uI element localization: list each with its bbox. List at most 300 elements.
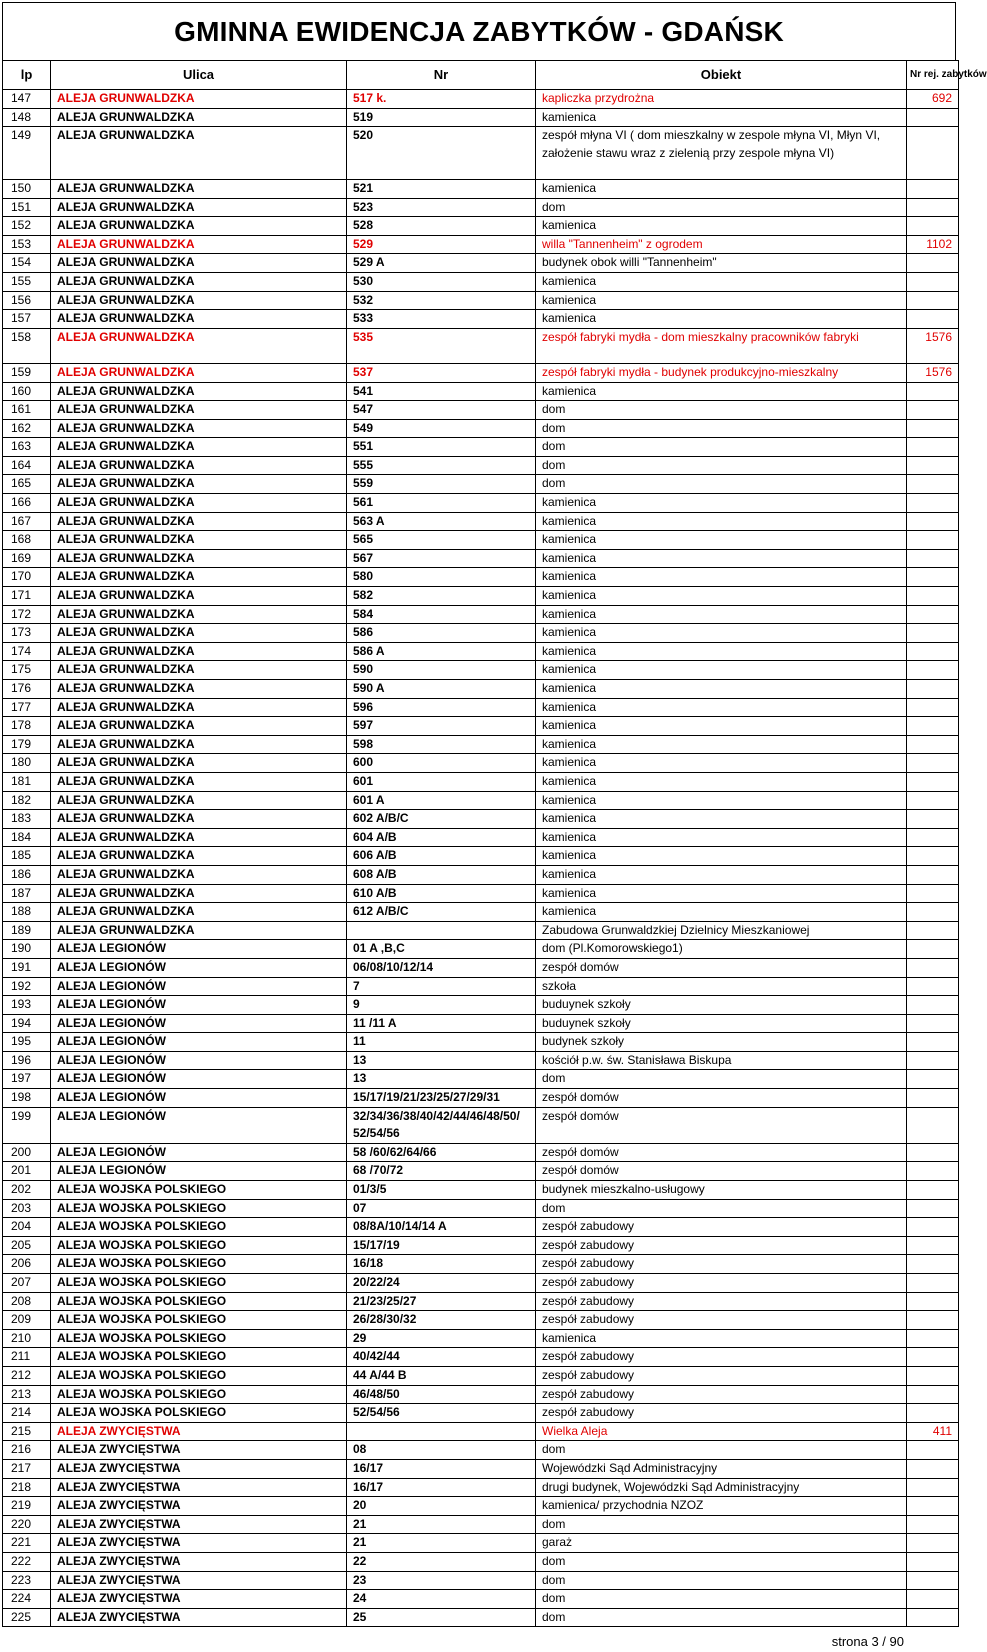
row-number: 01 A ,B,C (347, 940, 536, 959)
row-street: ALEJA GRUNWALDZKA (51, 494, 347, 513)
row-register-number (907, 996, 959, 1015)
row-register-number (907, 642, 959, 661)
row-register-number (907, 568, 959, 587)
table-row (3, 1199, 959, 1218)
row-lp: 166 (3, 494, 51, 513)
row-number: 586 A (347, 642, 536, 661)
row-number: 561 (347, 494, 536, 513)
table-row (3, 1107, 959, 1143)
row-street: ALEJA ZWYCIĘSTWA (51, 1552, 347, 1571)
row-object: budynek szkoły (536, 1033, 907, 1052)
row-object: kamienica (536, 680, 907, 699)
row-street: ALEJA GRUNWALDZKA (51, 549, 347, 568)
row-object: buduynek szkoły (536, 1014, 907, 1033)
row-street: ALEJA ZWYCIĘSTWA (51, 1478, 347, 1497)
row-street: ALEJA LEGIONÓW (51, 1143, 347, 1162)
header-lp: lp (3, 61, 51, 90)
row-number: 24 (347, 1590, 536, 1609)
row-number: 32/34/36/38/40/42/44/46/48/50/ 52/54/56 (347, 1107, 536, 1143)
table-row (3, 1441, 959, 1460)
row-object: kamienica (536, 605, 907, 624)
row-number (347, 1422, 536, 1441)
row-street: ALEJA GRUNWALDZKA (51, 235, 347, 254)
row-street: ALEJA ZWYCIĘSTWA (51, 1534, 347, 1553)
row-street: ALEJA LEGIONÓW (51, 1051, 347, 1070)
row-register-number (907, 1534, 959, 1553)
row-street: ALEJA GRUNWALDZKA (51, 791, 347, 810)
table-row (3, 1515, 959, 1534)
row-register-number (907, 754, 959, 773)
row-register-number (907, 127, 959, 180)
row-object: kamienica (536, 531, 907, 550)
row-register-number (907, 1348, 959, 1367)
row-street: ALEJA GRUNWALDZKA (51, 680, 347, 699)
row-object: dom (536, 1515, 907, 1534)
row-street: ALEJA GRUNWALDZKA (51, 272, 347, 291)
row-object: kamienica (536, 568, 907, 587)
row-street: ALEJA GRUNWALDZKA (51, 847, 347, 866)
row-lp: 157 (3, 310, 51, 329)
row-register-number (907, 272, 959, 291)
row-number: 608 A/B (347, 865, 536, 884)
row-object: kamienica (536, 810, 907, 829)
table-row (3, 605, 959, 624)
row-register-number (907, 1143, 959, 1162)
row-street: ALEJA LEGIONÓW (51, 977, 347, 996)
row-register-number (907, 291, 959, 310)
table-row (3, 680, 959, 699)
row-object: kamienica (536, 291, 907, 310)
row-number: 590 (347, 661, 536, 680)
page-number: strona 3 / 90 (831, 1634, 904, 1649)
row-street: ALEJA ZWYCIĘSTWA (51, 1571, 347, 1590)
row-object: zespół domów (536, 1162, 907, 1181)
row-register-number (907, 1366, 959, 1385)
row-object: kamienica (536, 108, 907, 127)
row-object: garaż (536, 1534, 907, 1553)
table-row (3, 1070, 959, 1089)
row-register-number (907, 254, 959, 273)
table-row (3, 512, 959, 531)
row-number: 68 /70/72 (347, 1162, 536, 1181)
table-row (3, 810, 959, 829)
row-street: ALEJA WOJSKA POLSKIEGO (51, 1274, 347, 1293)
row-register-number: 411 (907, 1422, 959, 1441)
row-number: 06/08/10/12/14 (347, 958, 536, 977)
row-street: ALEJA GRUNWALDZKA (51, 328, 347, 363)
row-lp: 208 (3, 1292, 51, 1311)
row-number: 13 (347, 1051, 536, 1070)
table-row (3, 1348, 959, 1367)
row-register-number (907, 1070, 959, 1089)
row-number: 537 (347, 363, 536, 382)
row-street: ALEJA GRUNWALDZKA (51, 903, 347, 922)
row-register-number (907, 680, 959, 699)
row-number: 601 (347, 772, 536, 791)
row-register-number (907, 1089, 959, 1108)
row-lp: 175 (3, 661, 51, 680)
row-number: 532 (347, 291, 536, 310)
row-register-number (907, 549, 959, 568)
row-object: zespół zabudowy (536, 1348, 907, 1367)
row-register-number (907, 1459, 959, 1478)
row-street: ALEJA GRUNWALDZKA (51, 401, 347, 420)
table-row (3, 254, 959, 273)
table-header-row (3, 61, 959, 90)
row-object: dom (536, 475, 907, 494)
row-register-number (907, 1329, 959, 1348)
row-register-number (907, 772, 959, 791)
table-row (3, 865, 959, 884)
header-object: Obiekt (536, 61, 907, 90)
row-object: dom (536, 1441, 907, 1460)
row-register-number (907, 1033, 959, 1052)
table-row (3, 624, 959, 643)
table-row (3, 642, 959, 661)
table-row (3, 1329, 959, 1348)
row-lp: 214 (3, 1404, 51, 1423)
row-lp: 215 (3, 1422, 51, 1441)
row-lp: 199 (3, 1107, 51, 1143)
row-number: 44 A/44 B (347, 1366, 536, 1385)
table-row (3, 1590, 959, 1609)
row-lp: 167 (3, 512, 51, 531)
row-register-number (907, 401, 959, 420)
row-number: 563 A (347, 512, 536, 531)
row-street: ALEJA ZWYCIĘSTWA (51, 1441, 347, 1460)
table-row (3, 1422, 959, 1441)
row-street: ALEJA GRUNWALDZKA (51, 363, 347, 382)
row-register-number (907, 1274, 959, 1293)
row-lp: 220 (3, 1515, 51, 1534)
row-number: 11 (347, 1033, 536, 1052)
row-object: kapliczka przydrożna (536, 90, 907, 109)
row-register-number (907, 1385, 959, 1404)
row-lp: 201 (3, 1162, 51, 1181)
row-street: ALEJA GRUNWALDZKA (51, 717, 347, 736)
row-lp: 174 (3, 642, 51, 661)
row-register-number (907, 958, 959, 977)
row-lp: 178 (3, 717, 51, 736)
table-row (3, 419, 959, 438)
row-lp: 171 (3, 587, 51, 606)
table-row (3, 1162, 959, 1181)
row-street: ALEJA WOJSKA POLSKIEGO (51, 1329, 347, 1348)
row-number: 517 k. (347, 90, 536, 109)
row-object: kamienica (536, 272, 907, 291)
row-register-number: 1102 (907, 235, 959, 254)
table-row (3, 1014, 959, 1033)
row-street: ALEJA GRUNWALDZKA (51, 605, 347, 624)
row-street: ALEJA GRUNWALDZKA (51, 884, 347, 903)
row-lp: 221 (3, 1534, 51, 1553)
row-register-number (907, 1478, 959, 1497)
row-lp: 216 (3, 1441, 51, 1460)
row-object: kamienica (536, 382, 907, 401)
row-street: ALEJA LEGIONÓW (51, 1014, 347, 1033)
row-register-number (907, 977, 959, 996)
row-register-number (907, 1608, 959, 1627)
row-street: ALEJA GRUNWALDZKA (51, 531, 347, 550)
row-number: 11 /11 A (347, 1014, 536, 1033)
row-object: dom (536, 419, 907, 438)
row-object: kamienica (536, 828, 907, 847)
row-object: zespół zabudowy (536, 1218, 907, 1237)
row-lp: 193 (3, 996, 51, 1015)
table-row (3, 996, 959, 1015)
row-object: kamienica (536, 1329, 907, 1348)
row-lp: 152 (3, 217, 51, 236)
row-object: zespół domów (536, 1143, 907, 1162)
row-register-number (907, 419, 959, 438)
row-lp: 183 (3, 810, 51, 829)
row-street: ALEJA GRUNWALDZKA (51, 921, 347, 940)
row-lp: 180 (3, 754, 51, 773)
row-street: ALEJA GRUNWALDZKA (51, 217, 347, 236)
row-number: 16/17 (347, 1459, 536, 1478)
row-object: dom (536, 1571, 907, 1590)
row-object: kamienica (536, 735, 907, 754)
row-register-number (907, 456, 959, 475)
row-object: zespół domów (536, 1107, 907, 1143)
row-number: 604 A/B (347, 828, 536, 847)
row-lp: 203 (3, 1199, 51, 1218)
row-street: ALEJA GRUNWALDZKA (51, 179, 347, 198)
table-row (3, 401, 959, 420)
row-street: ALEJA WOJSKA POLSKIEGO (51, 1181, 347, 1200)
row-number: 533 (347, 310, 536, 329)
table-row (3, 661, 959, 680)
table-row (3, 549, 959, 568)
table-row (3, 958, 959, 977)
table-row (3, 698, 959, 717)
row-street: ALEJA GRUNWALDZKA (51, 127, 347, 180)
row-lp: 194 (3, 1014, 51, 1033)
row-register-number (907, 940, 959, 959)
row-register-number (907, 179, 959, 198)
table-row (3, 1385, 959, 1404)
page-title: GMINNA EWIDENCJA ZABYTKÓW - GDAŃSK (174, 15, 784, 47)
table-row (3, 1404, 959, 1423)
row-street: ALEJA GRUNWALDZKA (51, 661, 347, 680)
table-row (3, 1181, 959, 1200)
row-street: ALEJA GRUNWALDZKA (51, 382, 347, 401)
table-row (3, 884, 959, 903)
row-street: ALEJA WOJSKA POLSKIEGO (51, 1236, 347, 1255)
row-lp: 154 (3, 254, 51, 273)
row-number: 15/17/19 (347, 1236, 536, 1255)
row-lp: 197 (3, 1070, 51, 1089)
row-number: 16/17 (347, 1478, 536, 1497)
row-lp: 182 (3, 791, 51, 810)
row-number: 565 (347, 531, 536, 550)
row-object: kamienica (536, 512, 907, 531)
row-number: 567 (347, 549, 536, 568)
row-number: 549 (347, 419, 536, 438)
row-lp: 188 (3, 903, 51, 922)
row-number: 529 A (347, 254, 536, 273)
row-register-number (907, 1236, 959, 1255)
row-register-number (907, 1311, 959, 1330)
row-number: 590 A (347, 680, 536, 699)
row-object: kamienica (536, 642, 907, 661)
row-object: zespół domów (536, 958, 907, 977)
row-object: kamienica (536, 494, 907, 513)
row-street: ALEJA WOJSKA POLSKIEGO (51, 1255, 347, 1274)
table-row (3, 291, 959, 310)
row-lp: 150 (3, 179, 51, 198)
row-object: budynek mieszkalno-usługowy (536, 1181, 907, 1200)
row-number: 20/22/24 (347, 1274, 536, 1293)
row-object: dom (536, 401, 907, 420)
row-object: kamienica (536, 865, 907, 884)
row-lp: 200 (3, 1143, 51, 1162)
row-street: ALEJA ZWYCIĘSTWA (51, 1497, 347, 1516)
row-object: kamienica (536, 884, 907, 903)
row-number: 555 (347, 456, 536, 475)
row-register-number (907, 531, 959, 550)
row-number: 584 (347, 605, 536, 624)
row-register-number (907, 1515, 959, 1534)
header-street: Ulica (51, 61, 347, 90)
row-lp: 218 (3, 1478, 51, 1497)
row-street: ALEJA GRUNWALDZKA (51, 642, 347, 661)
table-row (3, 568, 959, 587)
row-street: ALEJA GRUNWALDZKA (51, 828, 347, 847)
table-row (3, 438, 959, 457)
row-lp: 209 (3, 1311, 51, 1330)
row-object: zespół zabudowy (536, 1385, 907, 1404)
row-register-number (907, 512, 959, 531)
table-row (3, 772, 959, 791)
row-object: drugi budynek, Wojewódzki Sąd Administracyjny (536, 1478, 907, 1497)
table-body (3, 90, 959, 1627)
table-row (3, 1552, 959, 1571)
row-number: 40/42/44 (347, 1348, 536, 1367)
header-register-number: Nr rej. zabytków (907, 61, 959, 90)
table-row (3, 475, 959, 494)
table-row (3, 531, 959, 550)
row-register-number (907, 1292, 959, 1311)
row-lp: 172 (3, 605, 51, 624)
row-register-number (907, 1590, 959, 1609)
row-lp: 198 (3, 1089, 51, 1108)
row-lp: 148 (3, 108, 51, 127)
row-number: 29 (347, 1329, 536, 1348)
row-lp: 212 (3, 1366, 51, 1385)
title-box (2, 2, 956, 60)
row-street: ALEJA GRUNWALDZKA (51, 568, 347, 587)
row-lp: 177 (3, 698, 51, 717)
row-street: ALEJA GRUNWALDZKA (51, 475, 347, 494)
table-row (3, 903, 959, 922)
row-lp: 169 (3, 549, 51, 568)
row-object: dom (536, 1199, 907, 1218)
table-row (3, 1478, 959, 1497)
table-row (3, 921, 959, 940)
row-register-number (907, 624, 959, 643)
row-number: 547 (347, 401, 536, 420)
row-street: ALEJA WOJSKA POLSKIEGO (51, 1348, 347, 1367)
row-lp: 224 (3, 1590, 51, 1609)
row-lp: 163 (3, 438, 51, 457)
row-street: ALEJA GRUNWALDZKA (51, 810, 347, 829)
row-object: zespół fabryki mydła - dom mieszkalny pracowników fabryki (536, 328, 907, 363)
row-number: 21 (347, 1534, 536, 1553)
row-number: 46/48/50 (347, 1385, 536, 1404)
row-lp: 196 (3, 1051, 51, 1070)
row-street: ALEJA GRUNWALDZKA (51, 512, 347, 531)
table-row (3, 1255, 959, 1274)
table-row (3, 791, 959, 810)
row-object: zespół zabudowy (536, 1236, 907, 1255)
table-row (3, 717, 959, 736)
row-number: 7 (347, 977, 536, 996)
row-object: zespół zabudowy (536, 1255, 907, 1274)
row-object: kamienica (536, 624, 907, 643)
row-register-number (907, 1218, 959, 1237)
row-number: 15/17/19/21/23/25/27/29/31 (347, 1089, 536, 1108)
row-object: Wielka Aleja (536, 1422, 907, 1441)
row-register-number (907, 1441, 959, 1460)
row-object: dom (536, 438, 907, 457)
row-object: zespół młyna VI ( dom mieszkalny w zespole młyna VI, Młyn VI, założenie stawu wraz z zielenią przy zespole młyna VI) (536, 127, 907, 180)
row-number: 528 (347, 217, 536, 236)
table-row (3, 1051, 959, 1070)
row-lp: 181 (3, 772, 51, 791)
row-street: ALEJA GRUNWALDZKA (51, 754, 347, 773)
row-lp: 219 (3, 1497, 51, 1516)
row-number: 25 (347, 1608, 536, 1627)
row-object: dom (536, 198, 907, 217)
row-register-number (907, 475, 959, 494)
row-register-number (907, 1014, 959, 1033)
row-number: 530 (347, 272, 536, 291)
row-object: kamienica (536, 717, 907, 736)
row-street: ALEJA LEGIONÓW (51, 996, 347, 1015)
row-lp: 186 (3, 865, 51, 884)
table-row (3, 587, 959, 606)
row-street: ALEJA ZWYCIĘSTWA (51, 1515, 347, 1534)
row-street: ALEJA ZWYCIĘSTWA (51, 1590, 347, 1609)
row-lp: 176 (3, 680, 51, 699)
row-number: 20 (347, 1497, 536, 1516)
row-street: ALEJA WOJSKA POLSKIEGO (51, 1385, 347, 1404)
row-register-number (907, 1199, 959, 1218)
table-row (3, 1497, 959, 1516)
row-street: ALEJA LEGIONÓW (51, 1162, 347, 1181)
row-lp: 161 (3, 401, 51, 420)
row-number: 22 (347, 1552, 536, 1571)
row-number: 9 (347, 996, 536, 1015)
row-register-number (907, 810, 959, 829)
row-lp: 165 (3, 475, 51, 494)
row-lp: 187 (3, 884, 51, 903)
row-street: ALEJA GRUNWALDZKA (51, 865, 347, 884)
row-register-number (907, 1497, 959, 1516)
row-object: kamienica (536, 903, 907, 922)
row-number: 598 (347, 735, 536, 754)
table-row (3, 272, 959, 291)
row-object: kamienica (536, 847, 907, 866)
row-lp: 185 (3, 847, 51, 866)
row-lp: 195 (3, 1033, 51, 1052)
table-row (3, 1459, 959, 1478)
row-street: ALEJA GRUNWALDZKA (51, 624, 347, 643)
row-lp: 179 (3, 735, 51, 754)
row-lp: 207 (3, 1274, 51, 1293)
row-register-number (907, 605, 959, 624)
